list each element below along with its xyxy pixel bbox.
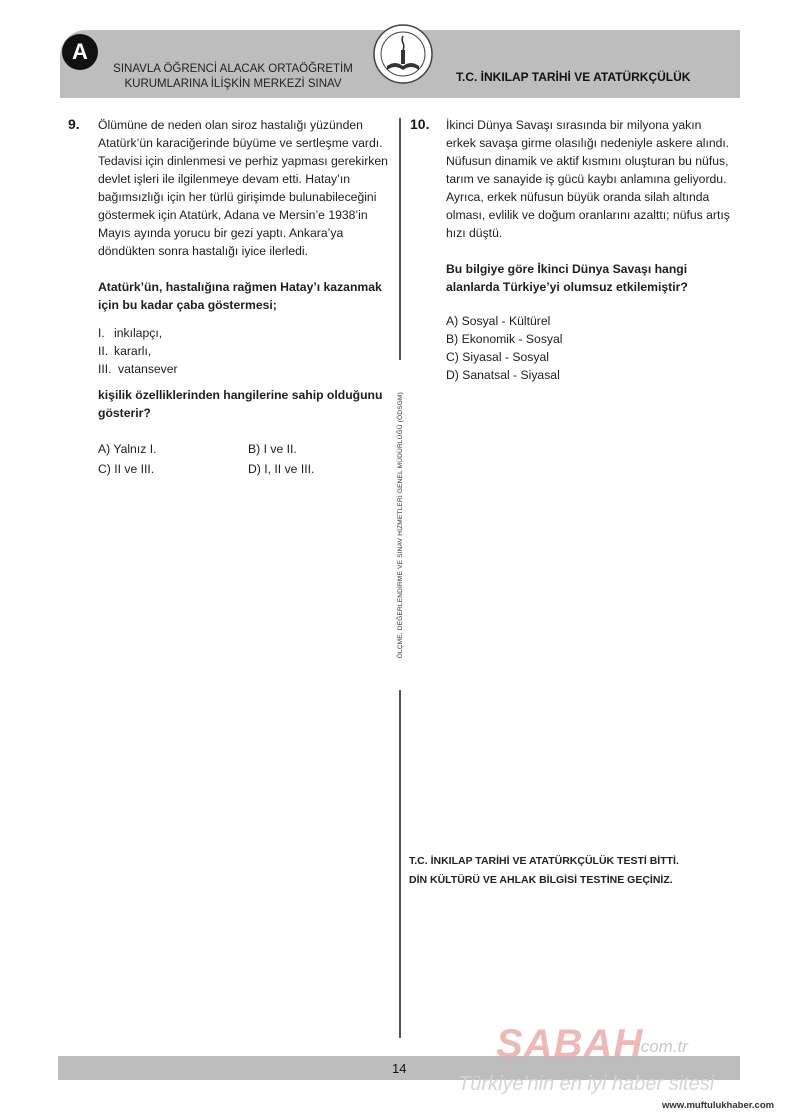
q10-option-c[interactable]: C) Siyasal - Sosyal bbox=[446, 350, 549, 364]
institution-line1: SINAVLA ÖĞRENCİ ALACAK ORTAÖĞRETİM bbox=[113, 63, 353, 75]
question-10 bbox=[446, 116, 730, 384]
q9-paragraph: Ölümüne de neden olan siroz hastalığı yüzünden Atatürk’ün karaciğerinde büyüme ve sertleşme vardı. Tedavisi için dinlenmesi ve perhiz yapması gerekirken devlet işleri ile ilgilenmeye devam etti. Hatay’ın bağımsızlığı için her türlü girişimde bulunabileceğini göstermek için Atatürk, Adana ve Mersin’e 1938’in Mayıs ayında yorucu bir gezi yaptı. Ankara’ya döndükten sonra hastalığı iyice ilerledi. bbox=[98, 118, 388, 258]
q10-option-b[interactable]: B) Ekonomik - Sosyal bbox=[446, 332, 563, 346]
q9-option-d[interactable]: D) I, II ve III. bbox=[248, 462, 315, 476]
q9-number: 9. bbox=[68, 116, 80, 132]
q9-option-b[interactable]: B) I ve II. bbox=[248, 442, 297, 456]
q9-item: I. inkılapçı, bbox=[98, 326, 163, 340]
page-number: 14 bbox=[392, 1061, 407, 1076]
q10-number: 10. bbox=[410, 116, 430, 132]
q9-item: II. kararlı, bbox=[98, 344, 152, 358]
q10-paragraph: İkinci Dünya Savaşı sırasında bir milyona yakın erkek savaşa girme olasılığı nedeniyle askere alındı. Nüfusun dinamik ve aktif kısmını oluşturan bu nüfus, tarım ve sanayide iş gücü kaybı anlamına geliyordu. Ayrıca, erkek nüfusun büyük oranda silah altında olması, evlilik ve doğum oranlarını azalttı; nüfus artış hızı düştü. bbox=[446, 118, 730, 240]
q10-option-d[interactable]: D) Sanatsal - Siyasal bbox=[446, 368, 560, 382]
q9-option-a[interactable]: A) Yalnız I. bbox=[98, 442, 157, 456]
q10-options bbox=[446, 312, 730, 384]
booklet-badge: A bbox=[62, 34, 98, 70]
q9-prompt: Atatürk’ün, hastalığına rağmen Hatay’ı kazanmak için bu kadar çaba göstermesi; bbox=[98, 280, 382, 312]
watermark-slogan: Türkiye'nin en iyi haber sitesi bbox=[458, 1073, 715, 1095]
source-credit: www.muftulukhaber.com bbox=[662, 1100, 775, 1111]
institution-title bbox=[108, 62, 358, 92]
end-note-line1: T.C. İNKILAP TARİHİ VE ATATÜRKÇÜLÜK TESTİ BİTTİ. bbox=[409, 855, 679, 867]
divider-label-wrap bbox=[392, 360, 408, 690]
q9-items bbox=[98, 324, 390, 378]
watermark-logo: SABAH bbox=[496, 1022, 644, 1066]
subject-title: T.C. İNKILAP TARİHİ VE ATATÜRKÇÜLÜK bbox=[456, 70, 691, 84]
q9-options bbox=[98, 440, 390, 478]
q10-option-a[interactable]: A) Sosyal - Kültürel bbox=[446, 314, 551, 328]
divider-label: ÖLÇME, DEĞERLENDİRME VE SINAV HİZMETLERİ GENEL MÜDÜRLÜĞÜ (ÖDSGM) bbox=[396, 391, 404, 659]
q9-question: kişilik özelliklerinden hangilerine sahip olduğunu gösterir? bbox=[98, 388, 383, 420]
question-9 bbox=[98, 116, 390, 478]
q9-item: III. vatansever bbox=[98, 362, 178, 376]
q10-question: Bu bilgiye göre İkinci Dünya Savaşı hangi alanlarda Türkiye’yi olumsuz etkilemiştir? bbox=[446, 262, 688, 294]
watermark-domain: .com.tr bbox=[636, 1037, 688, 1056]
ministry-seal-icon bbox=[371, 22, 435, 86]
end-note-line2: DİN KÜLTÜRÜ VE AHLAK BİLGİSİ TESTİNE GEÇİNİZ. bbox=[409, 874, 673, 886]
q9-option-c[interactable]: C) II ve III. bbox=[98, 462, 155, 476]
test-end-note bbox=[409, 852, 679, 890]
institution-line2: KURUMLARINA İLİŞKİN MERKEZİ SINAV bbox=[124, 78, 342, 90]
